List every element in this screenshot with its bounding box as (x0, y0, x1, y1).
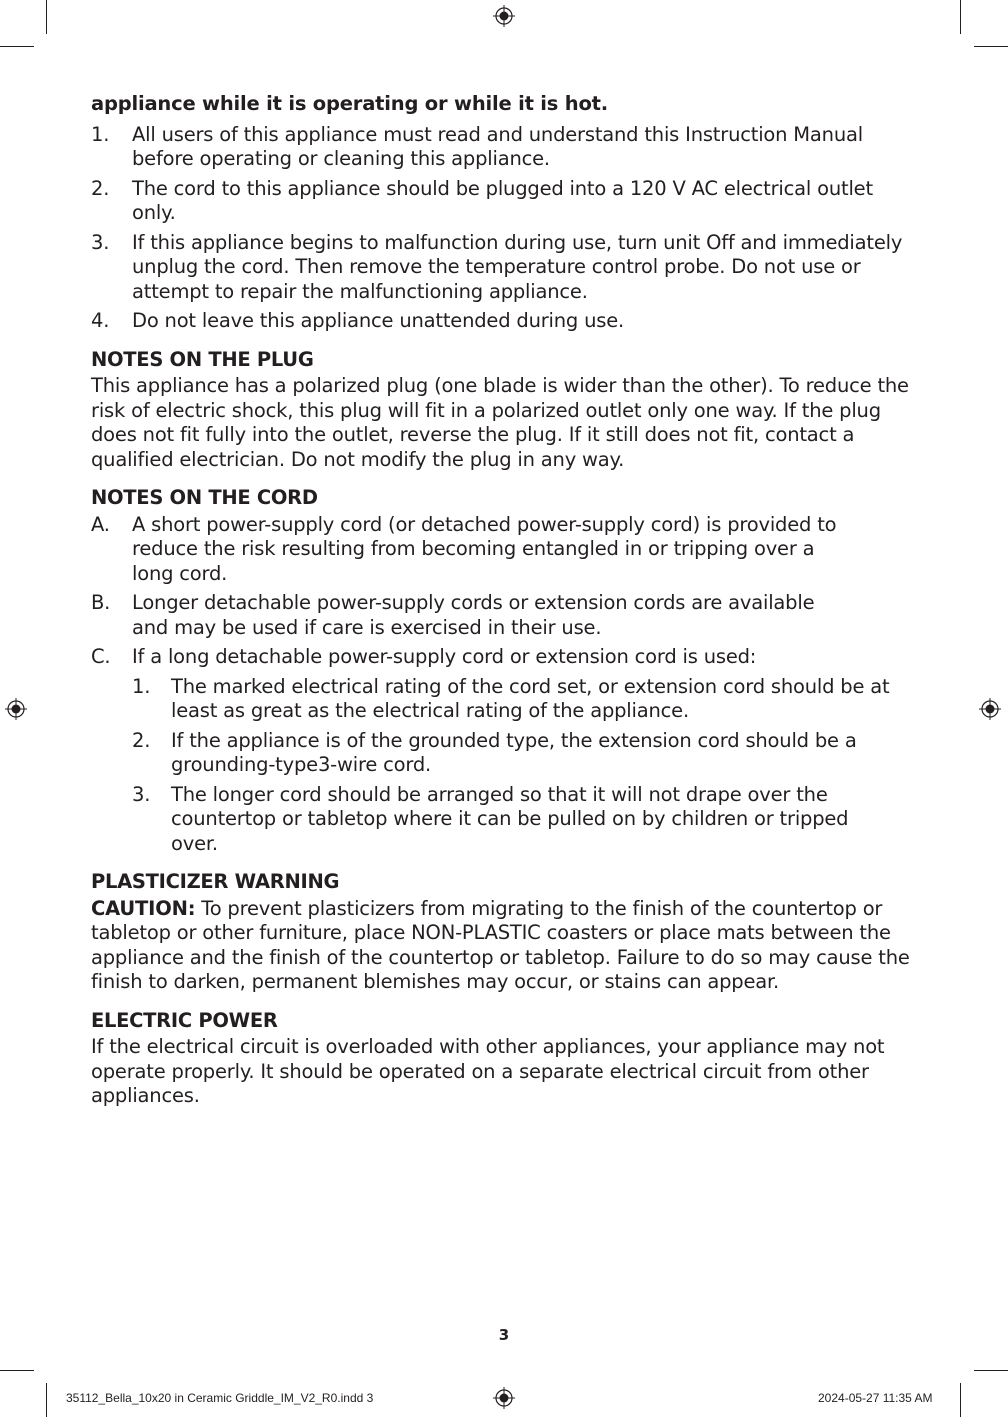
item-text: The longer cord should be arranged so that it will not drape over the countertop or tabletop where it can be pulled on by children or tripped over. (171, 782, 849, 855)
crop-mark (960, 0, 961, 34)
registration-mark-icon (493, 1387, 515, 1409)
crop-mark (46, 0, 47, 34)
list-item (91, 591, 921, 640)
item-text: If the appliance is of the grounded type, the extension cord should be a grounding-type3-wire cord. (171, 728, 857, 776)
cord-sub-list (132, 675, 921, 857)
item-text: If this appliance begins to malfunction during use, turn unit Off and immediately unplug the cord. Then remove the temperature control probe. Do not use or attempt to repair the malfunctioning appliance. (132, 230, 903, 303)
cord-heading: NOTES ON THE CORD (91, 486, 318, 509)
item-text: Longer detachable power-supply cords or extension cords are available and may be used if care is exercised in their use. (132, 591, 815, 639)
crop-mark (960, 1383, 961, 1417)
item-text: The marked electrical rating of the cord set, or extension cord should be at least as great as the electrical rating of the appliance. (171, 674, 890, 722)
item-number: 3. (91, 230, 110, 254)
power-text: If the electrical circuit is overloaded with other appliances, your appliance may not operate properly. It should be operated on a separate electrical circuit from other appliances. (91, 1035, 885, 1107)
intro-text: appliance while it is operating or while it is hot. (91, 92, 608, 115)
crop-mark (974, 46, 1008, 47)
crop-mark (0, 1370, 34, 1371)
caution-label: CAUTION: (91, 896, 196, 920)
item-text: All users of this appliance must read and understand this Instruction Manual before operating or cleaning this appliance. (132, 122, 863, 170)
slug-datetime: 2024-05-27 11:35 AM (818, 1391, 933, 1405)
item-text: A short power-supply cord (or detached power-supply cord) is provided to reduce the risk resulting from becoming entangled in or tripping over a long cord. (132, 512, 837, 585)
list-item (132, 729, 921, 778)
crop-mark (974, 1370, 1008, 1371)
page-number: 3 (498, 1326, 510, 1344)
item-number: B. (91, 591, 111, 614)
crop-mark (0, 46, 34, 47)
power-heading: ELECTRIC POWER (91, 1008, 278, 1032)
registration-mark-icon (979, 698, 1001, 720)
safety-list (91, 123, 921, 334)
page-content (91, 92, 921, 1109)
item-number: 2. (132, 728, 151, 752)
registration-mark-icon (5, 698, 27, 720)
item-number: C. (91, 645, 111, 668)
plasticizer-text (91, 897, 921, 995)
item-text: If a long detachable power-supply cord or extension cord is used: (132, 645, 757, 668)
list-item (132, 675, 921, 724)
item-number: 3. (132, 782, 151, 806)
crop-mark (46, 1383, 47, 1417)
plasticizer-heading: PLASTICIZER WARNING (91, 870, 340, 893)
list-item (91, 123, 921, 172)
item-number: 2. (91, 176, 110, 200)
item-number: 1. (91, 122, 110, 146)
list-item (91, 177, 921, 226)
list-item (91, 645, 921, 856)
registration-mark-icon (493, 5, 515, 27)
slug-file: 35112_Bella_10x20 in Ceramic Griddle_IM_V2_R0.indd 3 (66, 1391, 374, 1405)
list-item (91, 231, 921, 305)
item-number: 1. (132, 674, 151, 698)
item-text: The cord to this appliance should be plugged into a 120 V AC electrical outlet only. (132, 176, 873, 224)
item-number: 4. (91, 309, 110, 332)
item-number: A. (91, 512, 110, 536)
caution-text: To prevent plasticizers from migrating to the finish of the countertop or tabletop or other furniture, place NON-PLASTIC coasters or place mats between the appliance and the finish of the countertop or tabletop. Failure to do so may cause the finish to darken, permanent blemishes may occur, or stains can appear. (91, 896, 910, 993)
list-item (132, 783, 921, 857)
plug-heading: NOTES ON THE PLUG (91, 347, 314, 371)
cord-list (91, 513, 921, 857)
plug-text: This appliance has a polarized plug (one blade is wider than the other). To reduce the risk of electric shock, this plug will fit in a polarized outlet only one way. If the plug does not fit fully into the outlet, reverse the plug. If it still does not fit, contact a qualified electrician. Do not modify the plug in any way. (91, 374, 909, 471)
list-item (91, 513, 921, 587)
item-text: Do not leave this appliance unattended during use. (132, 309, 625, 332)
list-item (91, 309, 921, 334)
